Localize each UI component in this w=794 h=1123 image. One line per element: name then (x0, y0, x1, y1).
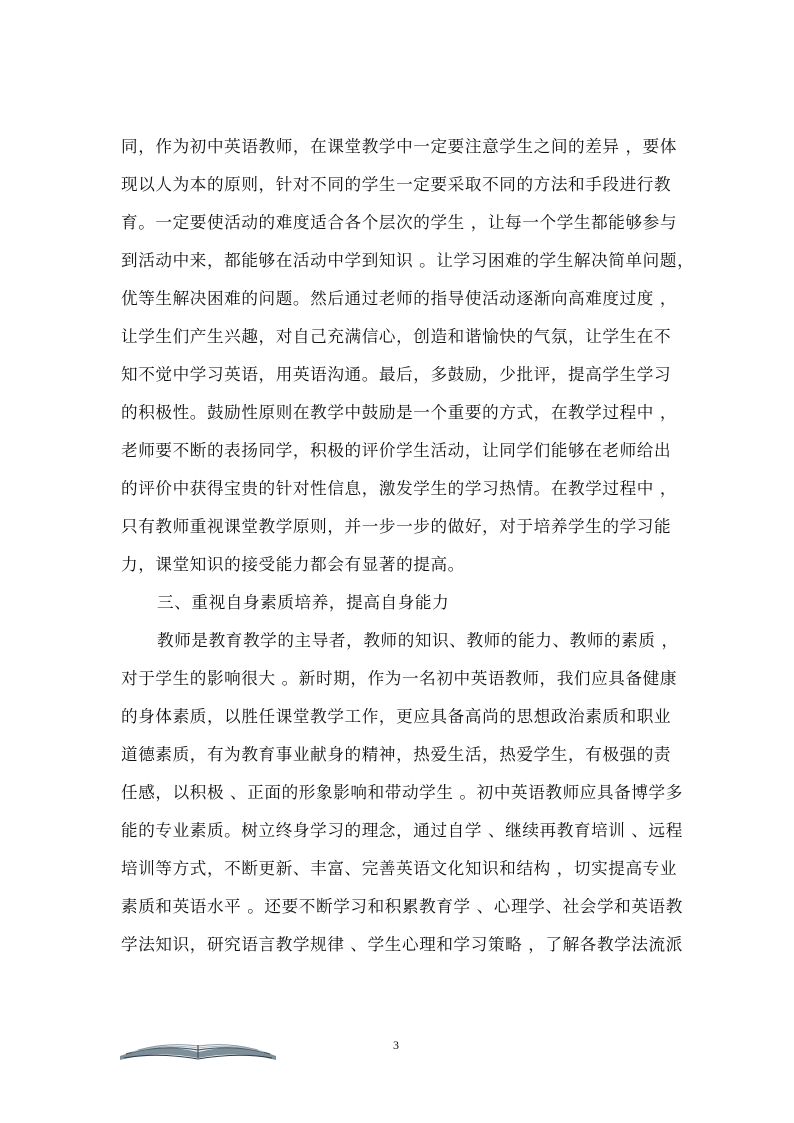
paragraph-line: 素质和英语水平 。还要不断学习和积累教育学 、心理学、社会学和英语教 (121, 897, 683, 916)
paragraph-line: 让学生们产生兴趣，对自己充满信心，创造和谐愉快的气氛，让学生在不 (121, 327, 672, 346)
paragraph-line: 任感，以积极 、正面的形象影响和带动学生 。初中英语教师应具备博学多 (121, 783, 683, 802)
paragraph-line: 力，课堂知识的接受能力都会有显著的提高。 (121, 555, 465, 574)
paragraph-line: 现以人为本的原则，针对不同的学生一定要采取不同的方法和手段进行教 (121, 175, 672, 194)
paragraph-line: 老师要不断的表扬同学，积极的评价学生活动，让同学们能够在老师给出 (121, 441, 672, 460)
paragraph-line: 育。一定要使活动的难度适合各个层次的学生 ，让每一个学生都能够参与 (121, 213, 678, 232)
paragraph-line: 同，作为初中英语教师，在课堂教学中一定要注意学生之间的差异 ，要体 (121, 137, 678, 156)
open-book-ornament-icon (118, 1036, 278, 1062)
paragraph-line: 只有教师重视课堂教学原则，并一步一步的做好，对于培养学生的学习能 (121, 517, 672, 536)
paragraph-line: 教师是教育教学的主导者，教师的知识、教师的能力、教师的素质 ， (157, 631, 679, 650)
paragraph-line: 的评价中获得宝贵的针对性信息，激发学生的学习热情。在教学过程中 ， (121, 479, 678, 498)
paragraph-line: 学法知识，研究语言教学规律 、学生心理和学习策略 ，了解各教学法流派 (121, 935, 683, 954)
section-heading: 三、重视自身素质培养，提高自身能力 (157, 593, 450, 612)
paragraph-line: 道德素质，有为教育事业献身的精神，热爱生活，热爱学生，有极强的责 (121, 745, 672, 764)
paragraph-line: 优等生解决困难的问题。然后通过老师的指导使活动逐渐向高难度过度 ， (121, 289, 678, 308)
paragraph-line: 到活动中来，都能够在活动中学到知识 。让学习困难的学生解决简单问题， (121, 251, 695, 270)
paragraph-line: 对于学生的影响很大 。新时期，作为一名初中英语教师，我们应具备健康 (121, 669, 678, 688)
paragraph-line: 知不觉中学习英语，用英语沟通。最后，多鼓励，少批评，提高学生学习 (121, 365, 672, 384)
paragraph-line: 的身体素质，以胜任课堂教学工作，更应具备高尚的思想政治素质和职业 (121, 707, 672, 726)
paragraph-line: 的积极性。鼓励性原则在教学中鼓励是一个重要的方式，在教学过程中 ， (121, 403, 678, 422)
paragraph-line: 能的专业素质。树立终身学习的理念，通过自学 、继续再教育培训 、远程 (121, 821, 683, 840)
page-number: 3 (393, 1038, 399, 1052)
paragraph-line: 培训等方式，不断更新、丰富、完善英语文化知识和结构 ，切实提高专业 (121, 859, 678, 878)
